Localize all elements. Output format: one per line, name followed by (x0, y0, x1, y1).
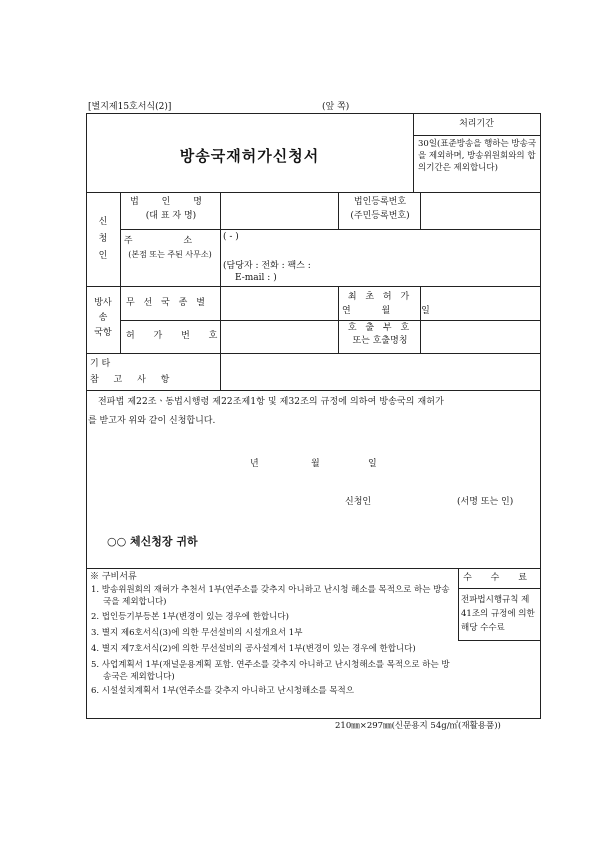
corp-reg-field[interactable] (421, 193, 539, 228)
statement-line-1: 전파법 제22조ㆍ동법시행령 제22조제1항 및 제32조의 규정에 의하여 방송국의 재허가 (98, 397, 444, 407)
call-sign-label: 호 출 부 호 또는 호출명칭 (347, 323, 413, 346)
processing-period-label: 처리기간 (459, 119, 494, 129)
document-item: 6. 시설설치계획서 1부(연주소를 갖추지 아니하고 난시청해소를 목적으 (91, 686, 354, 696)
address-label: 주 소 (본점 또는 주된 사무소) (123, 236, 217, 259)
applicant-signature-label: 신청인 (345, 497, 372, 507)
form-number: [별지제15호서식(2)] (88, 102, 172, 112)
document-item: 4. 별지 제7호서식(2)에 의한 무선설비의 공사설계서 1부(변경이 있는 경우에 한합니다) (91, 644, 416, 654)
fee-label: 수 수 료 (463, 573, 535, 583)
other-notes-label: 기 타 참 고 사 항 (90, 359, 176, 385)
date-month-label: 월 (311, 459, 320, 469)
paper-spec: 210㎜×297㎜(신문용지 54g/㎡(재활용품)) (335, 721, 501, 731)
corp-name-field[interactable] (221, 193, 337, 228)
other-notes-field[interactable] (221, 354, 539, 389)
address-field[interactable] (221, 230, 539, 285)
station-group-label: 방사 송 국항 (94, 298, 112, 338)
first-permit-field[interactable] (421, 287, 539, 319)
corp-name-label: 법 인 명 (대 표 자 명) (130, 197, 212, 221)
documents-header: ※ 구비서류 (90, 572, 137, 582)
document-item: 3. 별지 제6호서식(3)에 의한 무선설비의 시설개요서 1부 (91, 628, 303, 638)
date-day-label: 일 (368, 459, 377, 469)
permit-number-label: 허 가 번 호 (126, 331, 226, 341)
page-side-label: (앞 쪽) (322, 102, 350, 112)
corp-reg-label: 법인등록번호 (주민등록번호) (350, 197, 410, 221)
document-item: 2. 법인등기부등본 1부(변경이 있는 경우에 한합니다) (91, 612, 289, 622)
document-item: 1. 방송위원회의 재허가 추천서 1부(연주소를 갖추지 아니하고 난시청 해소를 목적으로 하는 방송국을 제외합니다) (91, 585, 450, 607)
fee-text: 전파법시행규칙 제41조의 규정에 의한 해당 수수료 (461, 595, 535, 633)
permit-number-field[interactable] (221, 321, 337, 352)
signature-seal-label: (서명 또는 인) (457, 497, 514, 507)
first-permit-label: 최 초 허 가 연 월 일 (342, 292, 444, 316)
call-sign-field[interactable] (421, 321, 539, 352)
addressee: ○○ 체신청장 귀하 (107, 535, 198, 548)
documents-list (91, 584, 455, 697)
address-phone-line: ( - ) (223, 232, 239, 242)
processing-period-text: 30일(표준방송을 행하는 방송국을 제외하며, 방송위원회와의 합의기간은 제외합니다) (418, 139, 537, 173)
form-title: 방송국재허가신청서 (179, 147, 320, 165)
date-year-label: 년 (250, 459, 259, 469)
document-item: 5. 사업계획서 1부(재널운용계획 포함. 연주소를 갖추지 아니하고 난시청해소를 목적으로 하는 방송국은 제외합니다) (91, 660, 450, 682)
address-email-line: E-mail : ) (235, 273, 277, 283)
address-contact-line: (담당자 : 전화 : 팩스 : (223, 261, 311, 271)
station-type-label: 무 선 국 종 별 (126, 298, 208, 308)
station-type-field[interactable] (221, 287, 337, 319)
statement-line-2: 를 받고자 위와 같이 신청합니다. (88, 416, 216, 426)
applicant-group-label: 신 청 인 (98, 217, 108, 261)
